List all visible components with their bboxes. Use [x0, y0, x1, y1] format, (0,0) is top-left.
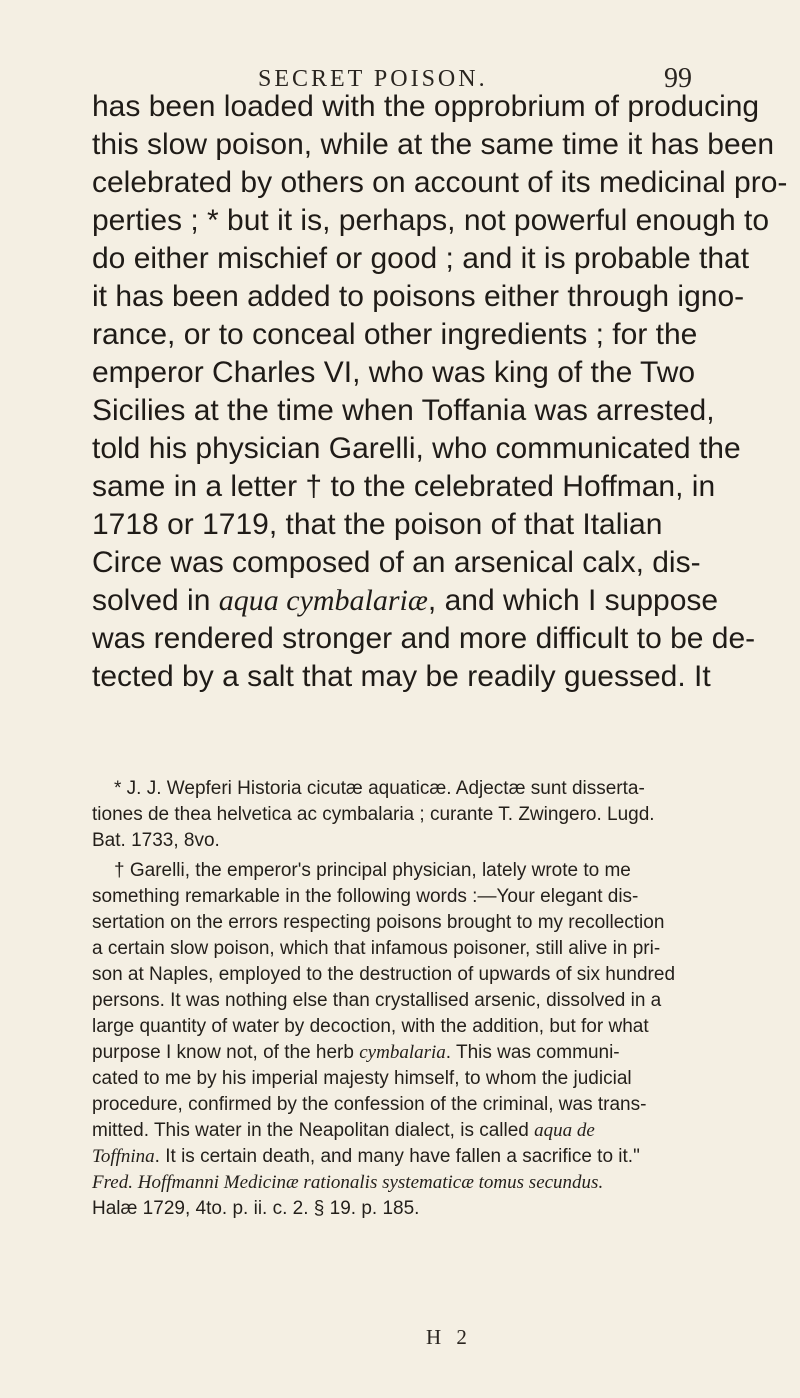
italic-aqua-cymbalariae: aqua cymbalariæ [218, 584, 428, 617]
body-line-14-end: , and which I suppose [427, 584, 719, 617]
body-line-14-start: solved in [92, 584, 219, 617]
page-number: 99 [664, 63, 692, 94]
italic-aqua-de: aqua de [534, 1120, 595, 1141]
footnote-line-14-start: mitted. This water in the Neapolitan dialect, is called [92, 1120, 535, 1141]
signature-mark: H 2 [426, 1325, 472, 1349]
main-text: has been loaded with the opprobrium of producing this slow poison, while at the same time it has been celebrated by others on account of its medicinal pro- perties ; * but it is, perhaps, not powerful enough to do either mischief or good ; and it is probable that it has been added to poisons either through igno- rance, or to conceal other ingredients ; for the emperor Charles VI, who was king of the Two Sicilies at the time when Toffania was arrested, told his physician Garelli, who communicated the same in a letter † to the celebrated Hoffman, in 1718 or 1719, that the poison of that Italian Circe was composed of an arsenical calx, dis- solved in aqua cymbalariæ, and which I suppose was rendered stronger and more difficult to be de- tected by a salt that may be readily guessed. It [92, 90, 788, 693]
italic-cymbalaria: cymbalaria [359, 1042, 446, 1063]
footnote-line-11-end: . This was communi- [445, 1042, 620, 1063]
italic-toffnina: Toffnina [92, 1146, 155, 1167]
running-title: SECRET POISON. [258, 66, 488, 92]
footnote-line-15-end: . It is certain death, and many have fallen a sacrifice to it." [154, 1146, 640, 1167]
footnote-line-11-start: purpose I know not, of the herb [92, 1042, 360, 1063]
footnotes: * J. J. Wepferi Historia cicutæ aquaticæ. Adjectæ sunt disserta- tiones de thea helvetica ac cymbalaria ; curante T. Zwingero. Lugd. Bat. 1733, 8vo. † Garelli, the emperor's principal physician, lately wrote to me something remarkable in the following words :—Your elegant dis- sertation on the errors respecting poisons brought to my recollection a certain slow poison, which that infamous poisoner, still alive in pri- son at Naples, employed to the destruction of upwards of six hundred persons. It was nothing else than crystallised arsenic, dissolved in a large quantity of water by decoction, with the addition, but for what purpose I know not, of the herb cymbalaria. This was communi- cated to me by his imperial majesty himself, to whom the judicial procedure, confirmed by the confession of the criminal, was trans- mitted. This water in the Neapolitan dialect, is called aqua de Toffnina. It is certain death, and many have fallen a sacrifice to it." Fred. Hoffmanni Medicinæ rationalis systematicæ tomus secundus. Halæ 1729, 4to. p. ii. c. 2. § 19. p. 185. [92, 778, 676, 1219]
